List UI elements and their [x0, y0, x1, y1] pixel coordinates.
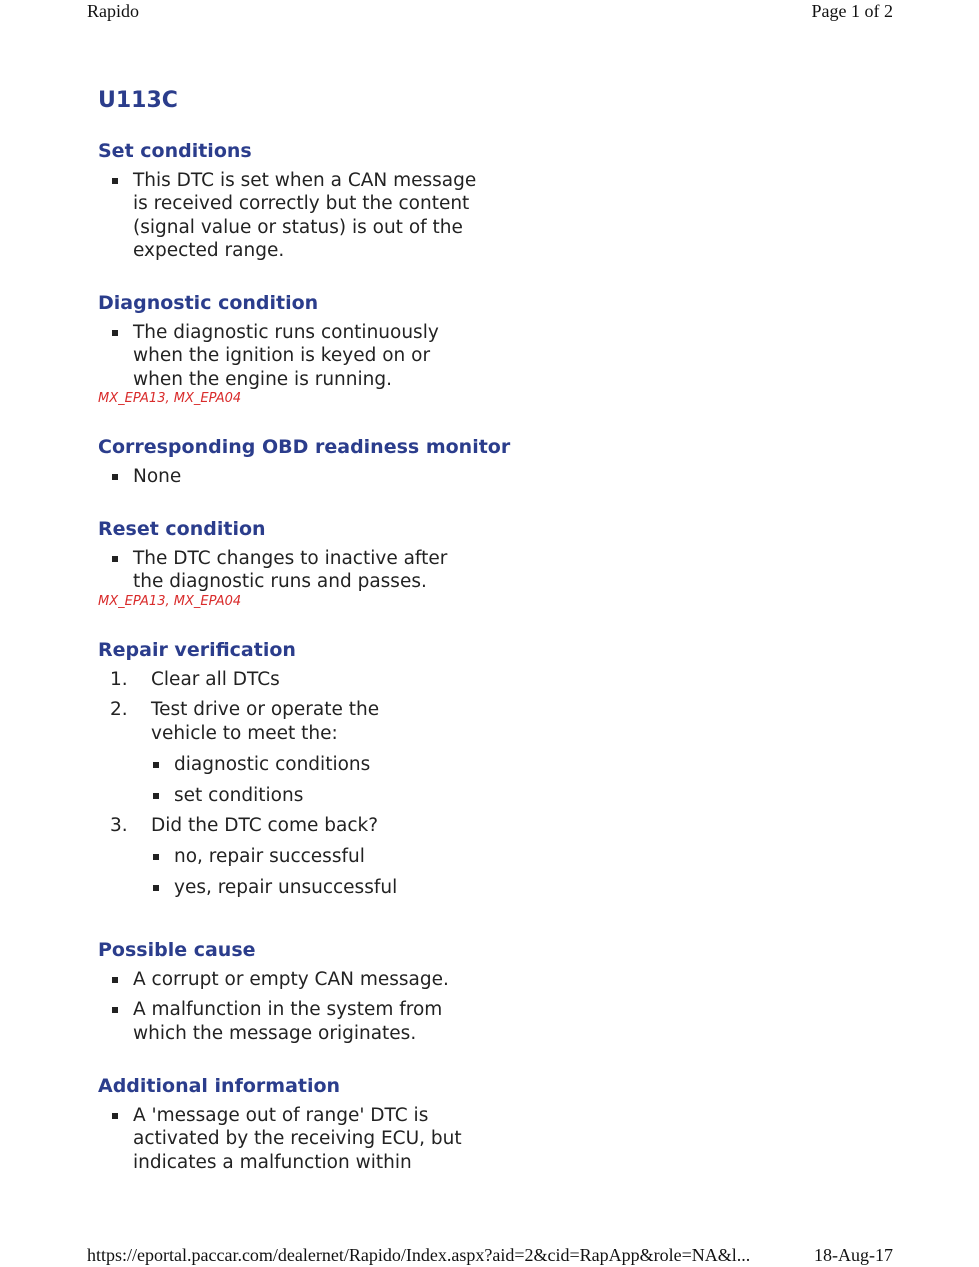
- section-heading: Corresponding OBD readiness monitor: [98, 436, 511, 458]
- list-item: The DTC changes to inactive after the diagnostic runs and passes.: [98, 547, 473, 594]
- variant-tag: MX_EPA13, MX_EPA04: [98, 593, 242, 609]
- document-body: [98, 86, 558, 1173]
- print-footer-date: 18-Aug-17: [814, 1245, 893, 1265]
- sub-list-item: diagnostic conditions: [151, 753, 421, 776]
- list-item: A malfunction in the system from which the message originates.: [98, 998, 463, 1045]
- section-set-conditions: [98, 139, 558, 262]
- section-obd-readiness-monitor: [98, 435, 558, 488]
- step-text: Did the DTC come back?: [151, 814, 379, 836]
- section-heading: Repair verification: [98, 639, 296, 661]
- bullet-list: [98, 1104, 558, 1174]
- sub-bullet-list: [151, 845, 558, 899]
- list-item: The diagnostic runs continuously when the ignition is keyed on or when the engine is running.: [98, 321, 463, 391]
- sub-list-item: no, repair successful: [151, 845, 558, 868]
- print-header-title: Rapido: [87, 1, 139, 21]
- numbered-steps: [98, 668, 558, 899]
- step-text: Clear all DTCs: [151, 669, 280, 690]
- sub-list-item: yes, repair unsuccessful: [151, 876, 558, 899]
- section-reset-condition: [98, 517, 558, 610]
- bullet-list: [98, 321, 558, 391]
- step-number: 2.: [110, 699, 128, 721]
- bullet-list: [98, 968, 558, 1045]
- section-heading: Set conditions: [98, 140, 252, 162]
- bullet-list: [98, 465, 558, 488]
- step-number: 1.: [110, 669, 128, 690]
- section-diagnostic-condition: [98, 291, 558, 407]
- list-item: None: [98, 465, 558, 488]
- variant-tag: MX_EPA13, MX_EPA04: [98, 390, 242, 406]
- step-number: 3.: [110, 814, 128, 836]
- section-heading: Possible cause: [98, 939, 256, 961]
- section-possible-cause: [98, 938, 558, 1045]
- print-header-page: Page 1 of 2: [811, 1, 893, 21]
- section-heading: Additional information: [98, 1075, 341, 1097]
- step-item: [98, 814, 558, 899]
- list-item: A 'message out of range' DTC is activated by the receiving ECU, but indicates a malfunction within: [98, 1104, 483, 1174]
- step-text: Test drive or operate the vehicle to meet the:: [151, 699, 380, 744]
- list-item: A corrupt or empty CAN message.: [98, 968, 558, 991]
- step-item: [98, 698, 421, 807]
- bullet-list: [98, 547, 558, 594]
- section-repair-verification: [98, 638, 558, 899]
- section-additional-information: [98, 1074, 558, 1174]
- sub-list-item: set conditions: [151, 784, 421, 807]
- bullet-list: [98, 169, 558, 262]
- sub-bullet-list: [151, 753, 421, 807]
- print-footer-url: https://eportal.paccar.com/dealernet/Rapido/Index.aspx?aid=2&cid=RapApp&role=NA&l...: [87, 1245, 751, 1265]
- section-heading: Reset condition: [98, 518, 266, 540]
- step-item: [98, 668, 558, 691]
- dtc-code-title: U113C: [98, 88, 178, 113]
- section-heading: Diagnostic condition: [98, 292, 319, 314]
- list-item: This DTC is set when a CAN message is received correctly but the content (signal value or status) is out of the expected range.: [98, 169, 478, 262]
